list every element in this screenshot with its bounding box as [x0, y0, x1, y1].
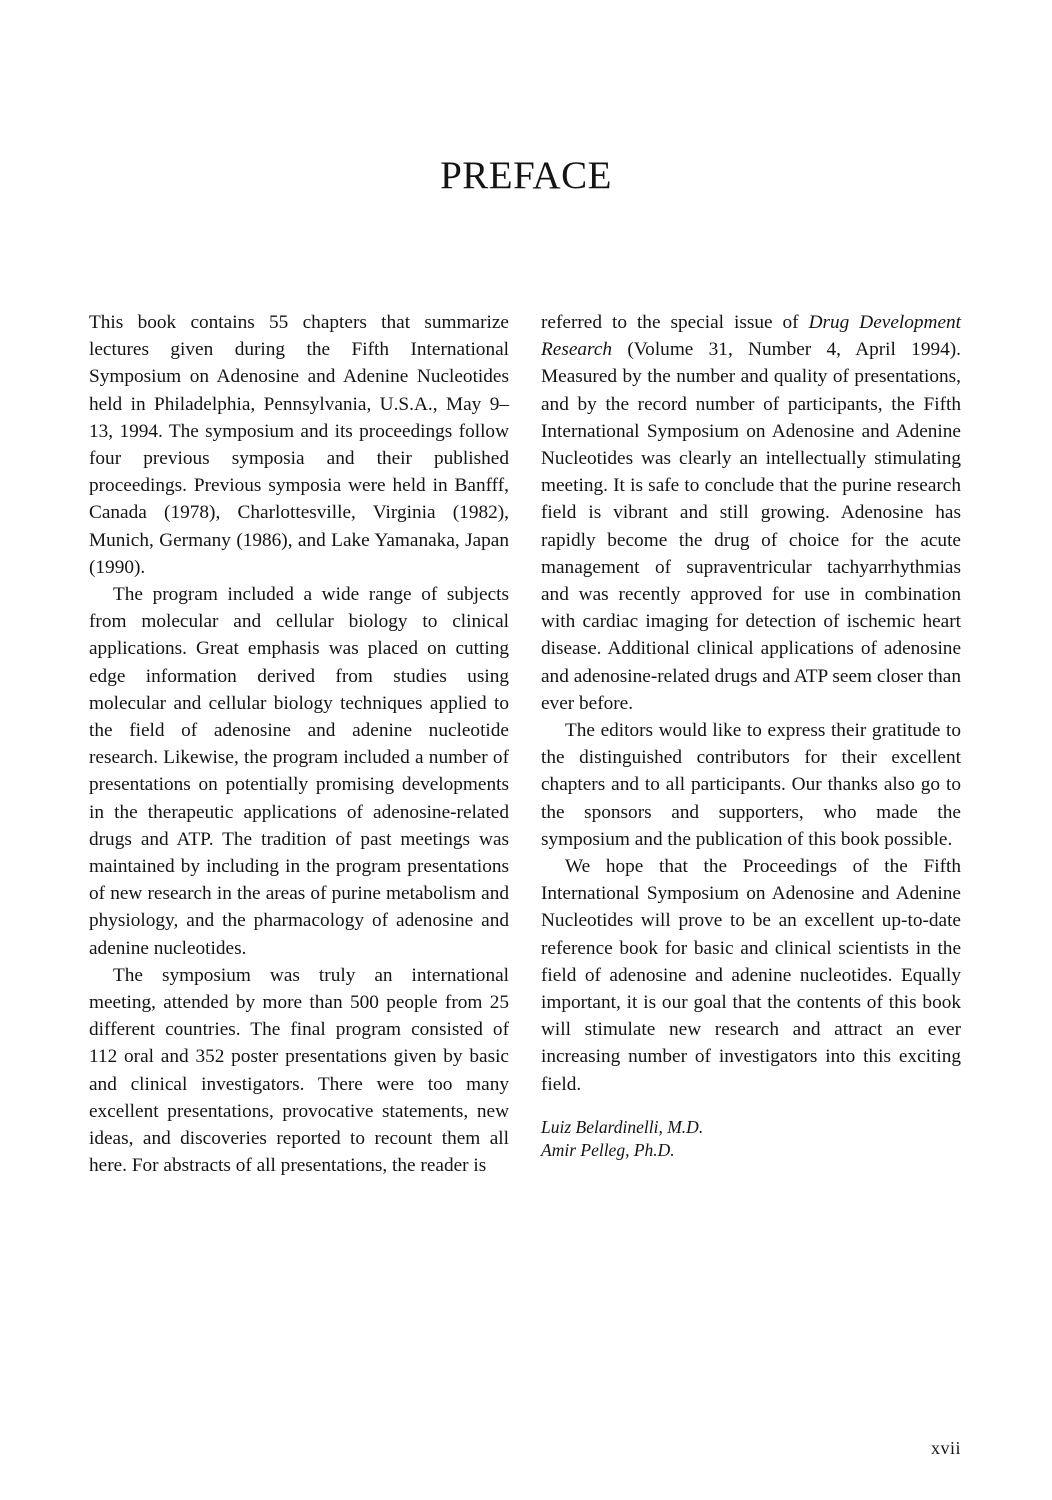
journal-title: Drug Development Research: [541, 312, 961, 361]
paragraph: The symposium was truly an international meeting, attended by more than 500 people from 25 different countries. The final program consisted of 112 oral and 352 poster presentations given by basic and clinical investigators. There were too many excellent presentations, provocative statements, new ideas, and discoveries reported to recount them all here. For abstracts of all presentations, the reader is: [89, 964, 509, 1177]
paragraph-text: (Volume 31, Number 4, April 1994). Measured by the number and quality of presentations, and by the record number of participants, the Fifth International Symposium on Adenosine and Adenine Nucleotides was clearly an intellectually stimulating meeting. It is safe to conclude that the purine research field is vibrant and still growing. Adenosine has rapidly become the drug of choice for the acute management of supraventricular tachyarrhythmias and was recently approved for use in combination with cardiac imaging for detection of ischemic heart disease. Additional clinical applications of adenosine and adenosine-related drugs and ATP seem closer than ever before.: [541, 339, 961, 714]
page-title: PREFACE: [440, 154, 612, 197]
left-column: [89, 309, 509, 1180]
paragraph: The program included a wide range of subjects from molecular and cellular biology to clinical applications. Great emphasis was placed on cutting edge information derived from studies using molecular and cellular biology techniques applied to the field of adenosine and adenine nucleotide research. Likewise, the program included a number of presentations on potentially promising developments in the therapeutic applications of adenosine-related drugs and ATP. The tradition of past meetings was maintained by including in the program presentations of new research in the areas of purine metabolism and physiology, and the pharmacology of adenosine and adenine nucleotides.: [89, 584, 509, 959]
signature-block: [541, 1116, 961, 1162]
paragraph: This book contains 55 chapters that summarize lectures given during the Fifth International Symposium on Adenosine and Adenine Nucleotides held in Philadelphia, Pennsylvania, U.S.A., May 9–13, 1994. The symposium and its proceedings follow four previous symposia and their published proceedings. Previous symposia were held in Banfff, Canada (1978), Charlottesville, Virginia (1982), Munich, Germany (1986), and Lake Yamanaka, Japan (1990).: [89, 312, 509, 578]
paragraph: We hope that the Proceedings of the Fifth International Symposium on Adenosine and Adenine Nucleotides will prove to be an excellent up-to-date reference book for basic and clinical scientists in the field of adenosine and adenine nucleotides. Equally important, it is our goal that the contents of this book will stimulate new research and attract an ever increasing number of investigators into this exciting field.: [541, 856, 961, 1095]
paragraph: [541, 309, 961, 717]
right-column: [541, 309, 961, 1180]
paragraph-text: referred to the special issue of: [541, 312, 809, 333]
editor-signature: Amir Pelleg, Ph.D.: [541, 1139, 675, 1160]
paragraph: The editors would like to express their gratitude to the distinguished contributors for their excellent chapters and to all participants. Our thanks also go to the sponsors and supporters, who made the symposium and the publication of this book possible.: [541, 720, 961, 850]
body-columns: [89, 309, 961, 1180]
page-number: xvii: [930, 1438, 961, 1458]
editor-signature: Luiz Belardinelli, M.D.: [541, 1116, 704, 1137]
